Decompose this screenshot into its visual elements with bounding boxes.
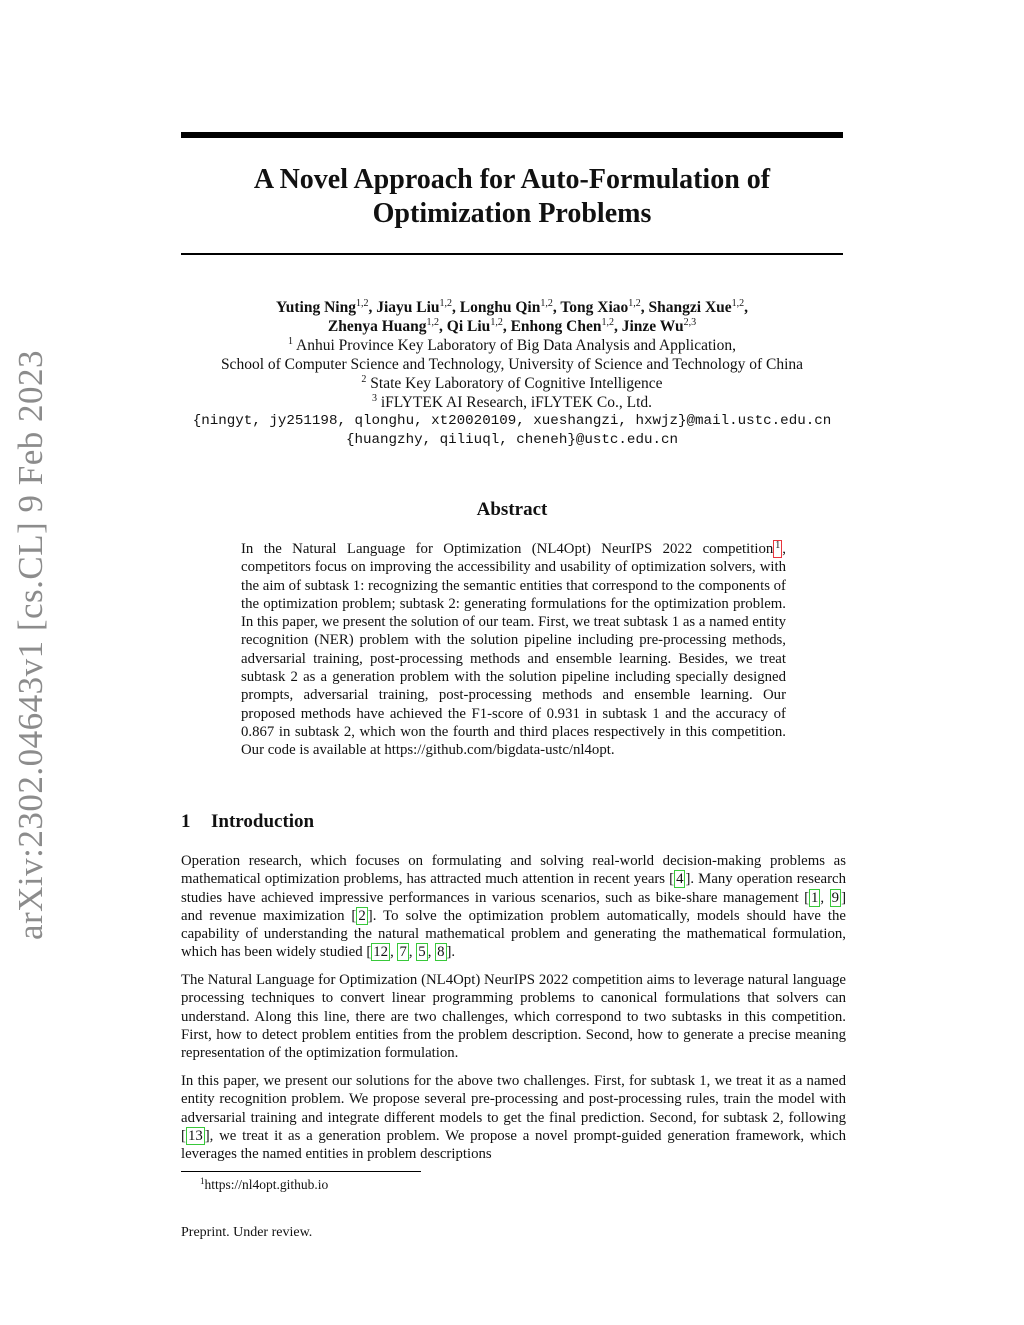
arxiv-side-stamp [6, 349, 56, 941]
citation-link[interactable]: 9 [831, 889, 840, 906]
author-separator: , [452, 299, 460, 316]
affiliation-1-continued [150, 355, 874, 374]
paragraph-text: ]. [446, 944, 456, 961]
author-name: Tong Xiao [560, 299, 629, 316]
affiliation-text: State Key Laboratory of Cognitive Intelligence [370, 375, 663, 392]
footnote-url[interactable]: https://nl4opt.github.io [204, 1177, 329, 1192]
citation-link[interactable]: 13 [187, 1127, 203, 1144]
author-separator: , [613, 318, 622, 335]
affiliation-3 [150, 393, 874, 412]
footnote-number: 1 [200, 1176, 205, 1186]
citation-link[interactable]: 12 [373, 944, 389, 961]
affiliation-1 [150, 336, 874, 355]
author-line-2 [150, 317, 874, 336]
citation-link[interactable]: 1 [811, 889, 819, 906]
author-separator: , [439, 318, 447, 335]
paragraph-text: ] and revenue maximization [ [181, 889, 846, 924]
paragraph-text: , [427, 944, 436, 961]
author-name: Zhenya Huang [327, 318, 427, 335]
paragraph-text: ], we treat it as a generation problem. We propose a novel prompt-guided generation framework, which leverages the named entities in problem descriptions [181, 1127, 846, 1163]
abstract-text-part: In the Natural Language for Optimization (NL4Opt) NeurIPS 2022 competition [241, 541, 774, 557]
intro-paragraph-3 [181, 1072, 846, 1163]
author-name: Yuting Ning [275, 299, 356, 316]
footnote-link[interactable] [773, 540, 782, 558]
footnote [200, 1177, 328, 1193]
abstract-body [241, 540, 786, 760]
author-affiliation-mark: 1,2 [426, 317, 440, 328]
author-name: Qi Liu [446, 318, 491, 335]
affiliation-number: 3 [372, 393, 377, 404]
intro-paragraph-1 [181, 852, 846, 962]
affiliation-2 [150, 374, 874, 393]
author-name: Jiayu Liu [376, 299, 440, 316]
author-name: Shangzi Xue [648, 299, 732, 316]
affiliation-text: Anhui Province Key Laboratory of Big Data Analysis and Application, [296, 337, 736, 354]
affiliation-text: School of Computer Science and Technology, University of Science and Technology of China [220, 356, 804, 373]
paper-title-line-1: A Novel Approach for Auto-Formulation of [253, 164, 771, 195]
paragraph-text: , [820, 889, 830, 906]
paragraph-text: Operation research, which focuses on formulating and solving real-world decision-making problems as mathematical optimization problems, has attracted much attention in recent years [ [181, 853, 846, 888]
email-line-2: {huangzhy, qiliuql, cheneh}@ustc.edu.cn [345, 432, 679, 448]
paragraph-text: ]. To solve the optimization problem automatically, models should have the capability of understanding the natural mathematical problem and generating the mathematical formulation, which has been widely studied [ [181, 907, 847, 961]
section-number: 1 [181, 811, 191, 832]
author-line-1 [150, 298, 874, 317]
author-separator: , [744, 299, 749, 316]
paragraph-text: , [408, 944, 417, 961]
abstract-heading: Abstract [476, 499, 548, 520]
author-separator: , [552, 299, 561, 316]
author-affiliation-mark: 2,3 [683, 317, 697, 328]
affiliation-number: 2 [361, 374, 367, 385]
author-name: Enhong Chen [510, 318, 602, 335]
footnote-mark: 1 [775, 540, 781, 551]
intro-paragraph-2: The Natural Language for Optimization (NL4Opt) NeurIPS 2022 competition aims to leverage natural language processing techniques to convert linear programming problems to canonical formulations that solvers can understand. Along this line, there are two challenges, which correspond to two subtasks in this competition. First, how to detect problem entities from the problem description. Second, how to generate a precise meaning representation of the optimization formulation. [181, 972, 846, 1062]
author-affiliation-mark: 1,2 [731, 298, 745, 309]
author-separator: , [640, 299, 649, 316]
paper-title [181, 163, 843, 231]
author-name: Longhu Qin [459, 299, 541, 316]
section-heading-introduction [181, 811, 843, 833]
citation-link[interactable]: 5 [418, 944, 426, 961]
citation-link[interactable]: 8 [437, 944, 445, 961]
citation-link[interactable]: 4 [676, 871, 684, 888]
citation-link[interactable]: 2 [358, 907, 366, 924]
paragraph-text: , [390, 944, 398, 961]
title-top-rule [181, 132, 843, 138]
author-affiliation-mark: 1,2 [628, 298, 641, 309]
page-footer: Preprint. Under review. [181, 1225, 313, 1240]
paper-title-line-2: Optimization Problems [372, 198, 652, 229]
section-title: Introduction [211, 811, 315, 832]
author-separator: , [502, 318, 511, 335]
author-name: Jinze Wu [621, 318, 684, 335]
paragraph-text: In this paper, we present our solutions for the above two challenges. First, for subtask 1, we treat it as a named entity recognition problem. We propose several pre-processing and post-processing rules, train the model with adversarial training and integrate different models to get the final prediction. Second, for subtask 2, following [ [181, 1073, 846, 1144]
author-affiliation-mark: 1,2 [540, 298, 553, 309]
author-affiliation-mark: 1,2 [439, 298, 453, 309]
author-block [150, 298, 874, 450]
citation-link[interactable]: 7 [399, 944, 407, 961]
footnote-rule [181, 1171, 421, 1172]
author-affiliation-mark: 1,2 [490, 317, 503, 328]
affiliation-number: 1 [288, 336, 293, 347]
abstract-text-part: , competitors focus on improving the accessibility and usability of optimization solvers, with the aim of subtask 1: recognizing the semantic entities that correspond to the components of the optimization problem; subtask 2: generating formulations for the optimization problem. In this paper, we present the solution of our team. First, we treat subtask 1 as a named entity recognition (NER) problem with the solution pipeline including pre-processing methods, adversarial training, post-processing methods and ensemble learning. Besides, we treat subtask 2 as a generation problem with the solution pipeline including specially designed prompts, adversarial training, post-processing methods and ensemble learning. Our proposed methods have achieved the F1-score of 0.931 in subtask 1 and the accuracy of 0.867 in subtask 2, which won the fourth and third places respectively in this competition. Our code is available at https://github.com/bigdata-ustc/nl4opt. [241, 541, 786, 759]
author-affiliation-mark: 1,2 [355, 298, 369, 309]
affiliation-text: iFLYTEK AI Research, iFLYTEK Co., Ltd. [380, 394, 652, 411]
email-line-1: {ningyt, jy251198, qlonghu, xt20020109, xueshangzi, hxwjz}@mail.ustc.edu.cn [192, 413, 832, 429]
arxiv-side-stamp-text: arXiv:2302.04643v1 [cs.CL] 9 Feb 2023 [11, 349, 51, 941]
author-separator: , [368, 299, 377, 316]
title-bottom-rule [181, 253, 843, 255]
author-affiliation-mark: 1,2 [601, 317, 614, 328]
paragraph-text: ]. Many operation research studies have achieved impressive performances in various scenarios, such as bike-share management [ [181, 871, 847, 906]
